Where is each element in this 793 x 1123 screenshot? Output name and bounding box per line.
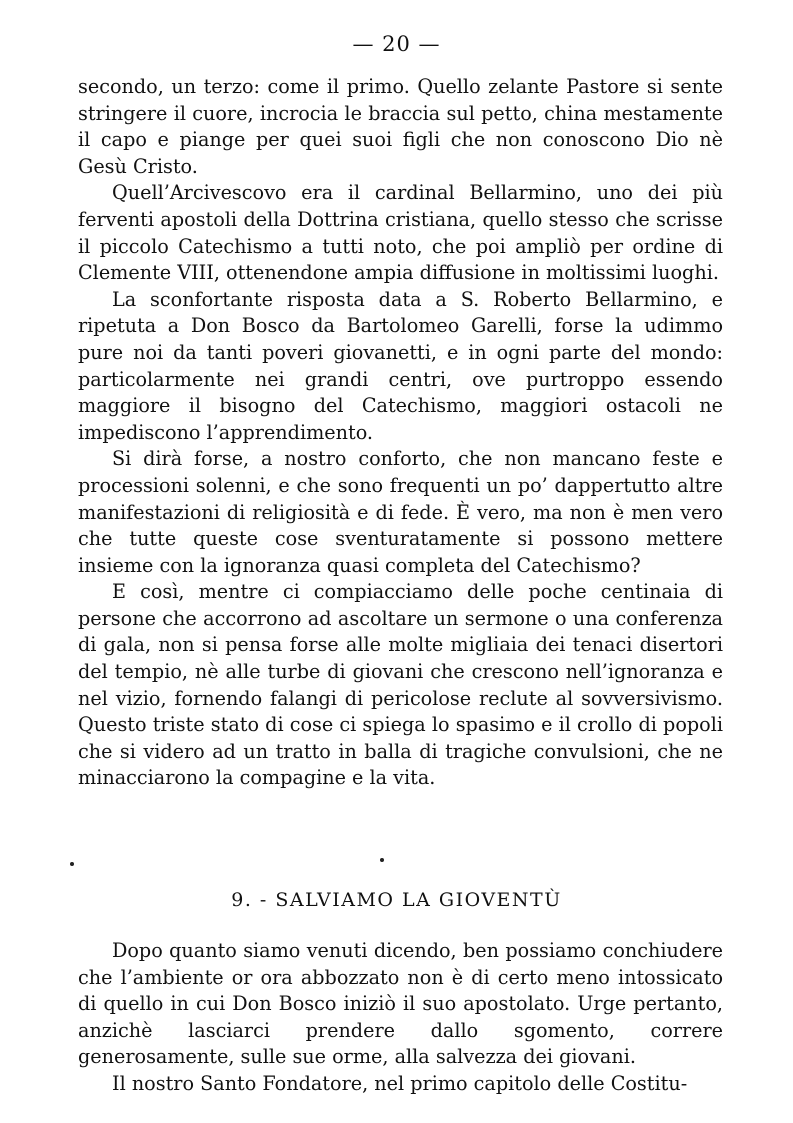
paragraph-3: La sconfortante risposta data a S. Roberto Bellarmino, e ripetuta a Don Bosco da Bartolomeo Garelli, forse la udimmo pure noi da tanti poveri giovanetti, e in ogni parte del mondo: particolarmente nei grandi centri, ove purtroppo essendo maggiore il bisogno del Catechismo, maggiori ostacoli ne impediscono l’apprendimento. — [78, 287, 723, 444]
paragraph-5: E così, mentre ci compiacciamo delle poche centinaia di persone che accorrono ad ascoltare un sermone o una conferenza di gala, non si pensa forse alle molte migliaia dei tenaci disertori del tempio, nè alle turbe di giovani che crescono nell’ignoranza e nel vizio, fornendo falangi di pericolose reclute al sovversivismo. Questo triste stato di cose ci spiega lo spasimo e il crollo di popoli che si videro ad un tratto in balla di tragiche convulsioni, che ne minacciarono la compagine e la vita. — [78, 580, 723, 790]
paragraph-2: Quell’Arcivescovo era il cardinal Bellarmino, uno dei più ferventi apostoli della Dottrina cristiana, quello stesso che scrisse il piccolo Catechismo a tutti noto, che poi ampliò per ordine di Clemente VIII, ottenendone ampia diffusione in moltissimi luoghi. — [78, 181, 723, 285]
body-text-top — [78, 74, 723, 792]
print-speck — [70, 862, 74, 866]
page-number: — 20 — — [352, 32, 441, 56]
paragraph-7: Il nostro Santo Fondatore, nel primo capitolo delle Costitu- — [112, 1071, 688, 1095]
print-speck — [380, 858, 384, 862]
section-heading: 9. - SALVIAMO LA GIOVENTÙ — [231, 889, 562, 911]
paragraph-6: Dopo quanto siamo venuti dicendo, ben possiamo conchiudere che l’ambiente or ora abbozzato non è di certo meno intossicato di quello in cui Don Bosco iniziò il suo apostolato. Urge pertanto, anzichè lasciarci prendere dallo sgomento, correre generosamente, sulle sue orme, alla salvezza dei giovani. — [78, 939, 723, 1069]
body-text-bottom — [78, 938, 723, 1098]
paragraph-4: Si dirà forse, a nostro conforto, che non mancano feste e processioni solenni, e che sono frequenti un po’ dappertutto altre manifestazioni di religiosità e di fede. È vero, ma non è men vero che tutte queste cose sventuratamente si possono mettere insieme con la ignoranza quasi completa del Catechismo? — [78, 447, 723, 577]
paragraph-1: secondo, un terzo: come il primo. Quello zelante Pastore si sente stringere il cuore, incrocia le braccia sul petto, china mestamente il capo e piange per quei suoi figli che non conoscono Dio nè Gesù Cristo. — [78, 75, 723, 178]
